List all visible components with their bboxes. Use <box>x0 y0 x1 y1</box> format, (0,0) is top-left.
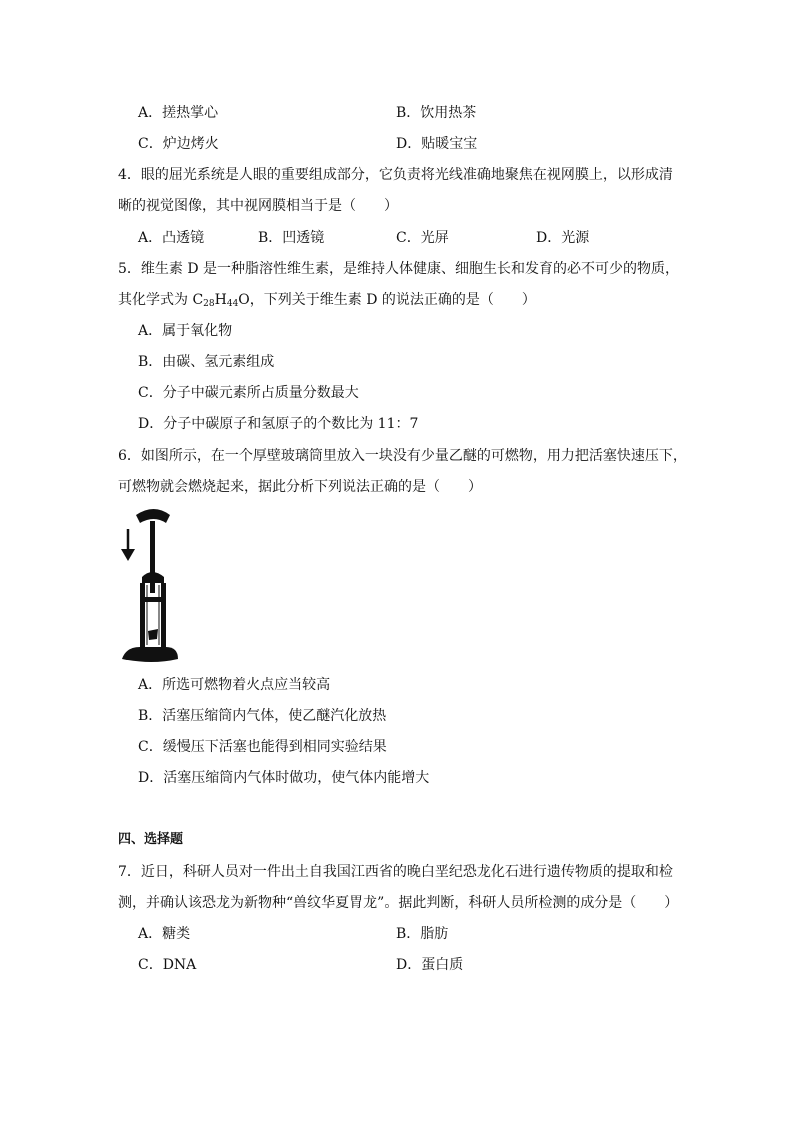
q5-formula-prefix: 其化学式为 C <box>118 292 204 308</box>
q5-option-c: C．分子中碳元素所占质量分数最大 <box>138 385 359 401</box>
down-arrow-icon <box>121 529 135 561</box>
q4-stem-line2: 晰的视觉图像，其中视网膜相当于是（ ） <box>118 198 398 214</box>
piston-handle <box>136 509 170 523</box>
q5-stem-line2 <box>118 290 536 310</box>
q4-option-a: A．凸透镜 <box>138 230 205 246</box>
q7-stem-line2: 测，并确认该恐龙为新物种“兽纹华夏胃龙”。据此判断，科研人员所检测的成分是（ ） <box>118 895 679 911</box>
q4-option-b: B．凹透镜 <box>258 230 325 246</box>
section-four-title: 四、选择题 <box>118 832 184 847</box>
piston-cylinder-illustration <box>118 505 180 665</box>
q5-formula-h: H <box>214 292 227 308</box>
q6-option-d: D．活塞压缩筒内气体时做功，使气体内能增大 <box>138 770 430 786</box>
q5-stem-line1: 5．维生素 D 是一种脂溶性维生素，是维持人体健康、细胞生长和发育的必不可少的物质， <box>118 261 680 277</box>
q5-option-b: B．由碳、氢元素组成 <box>138 354 275 370</box>
q5-option-a: A．属于氧化物 <box>138 323 233 339</box>
q5-option-d: D．分子中碳原子和氢原子的个数比为 11：7 <box>138 416 419 432</box>
piston-head <box>145 597 161 602</box>
q3-option-d: D．贴暖宝宝 <box>396 136 478 152</box>
q5-formula-sub-h: 44 <box>226 299 239 309</box>
q6-option-b: B．活塞压缩筒内气体，使乙醚汽化放热 <box>138 708 387 724</box>
q6-stem-line1: 6．如图所示，在一个厚壁玻璃筒里放入一块没有少量乙醚的可燃物，用力把活塞快速压下， <box>118 448 687 464</box>
cylinder-base <box>122 647 178 662</box>
q6-stem-line2: 可燃物就会燃烧起来，据此分析下列说法正确的是（ ） <box>118 479 482 495</box>
cylinder-top <box>142 572 164 583</box>
cylinder-left-wall <box>140 583 145 649</box>
q3-option-b: B．饮用热茶 <box>396 105 477 121</box>
q7-option-b: B．脂肪 <box>396 926 449 942</box>
q7-stem-line1: 7．近日，科研人员对一件出土自我国江西省的晚白垩纪恐龙化石进行遗传物质的提取和检 <box>118 864 673 880</box>
q7-option-a: A．糖类 <box>138 926 191 942</box>
q6-option-c: C．缓慢压下活塞也能得到相同实验结果 <box>138 739 387 755</box>
piston-cylinder-figure <box>118 505 180 665</box>
q6-option-a: A．所选可燃物着火点应当较高 <box>138 677 331 693</box>
q7-option-c: C．DNA <box>138 957 197 973</box>
q4-option-d: D．光源 <box>536 230 590 246</box>
q7-option-d: D．蛋白质 <box>396 957 464 973</box>
q4-option-c: C．光屏 <box>396 230 449 246</box>
q5-formula-sub-c: 28 <box>203 299 215 309</box>
q4-stem-line1: 4．眼的屈光系统是人眼的重要组成部分，它负责将光线准确地聚焦在视网膜上，以形成清 <box>118 167 673 183</box>
q3-option-a: A．搓热掌心 <box>138 105 219 121</box>
cylinder-right-wall <box>161 583 166 649</box>
q3-option-c: C．炉边烤火 <box>138 136 219 152</box>
combustible-material <box>148 629 158 640</box>
q5-formula-suffix: O，下列关于维生素 D 的说法正确的是（ ） <box>238 292 536 308</box>
